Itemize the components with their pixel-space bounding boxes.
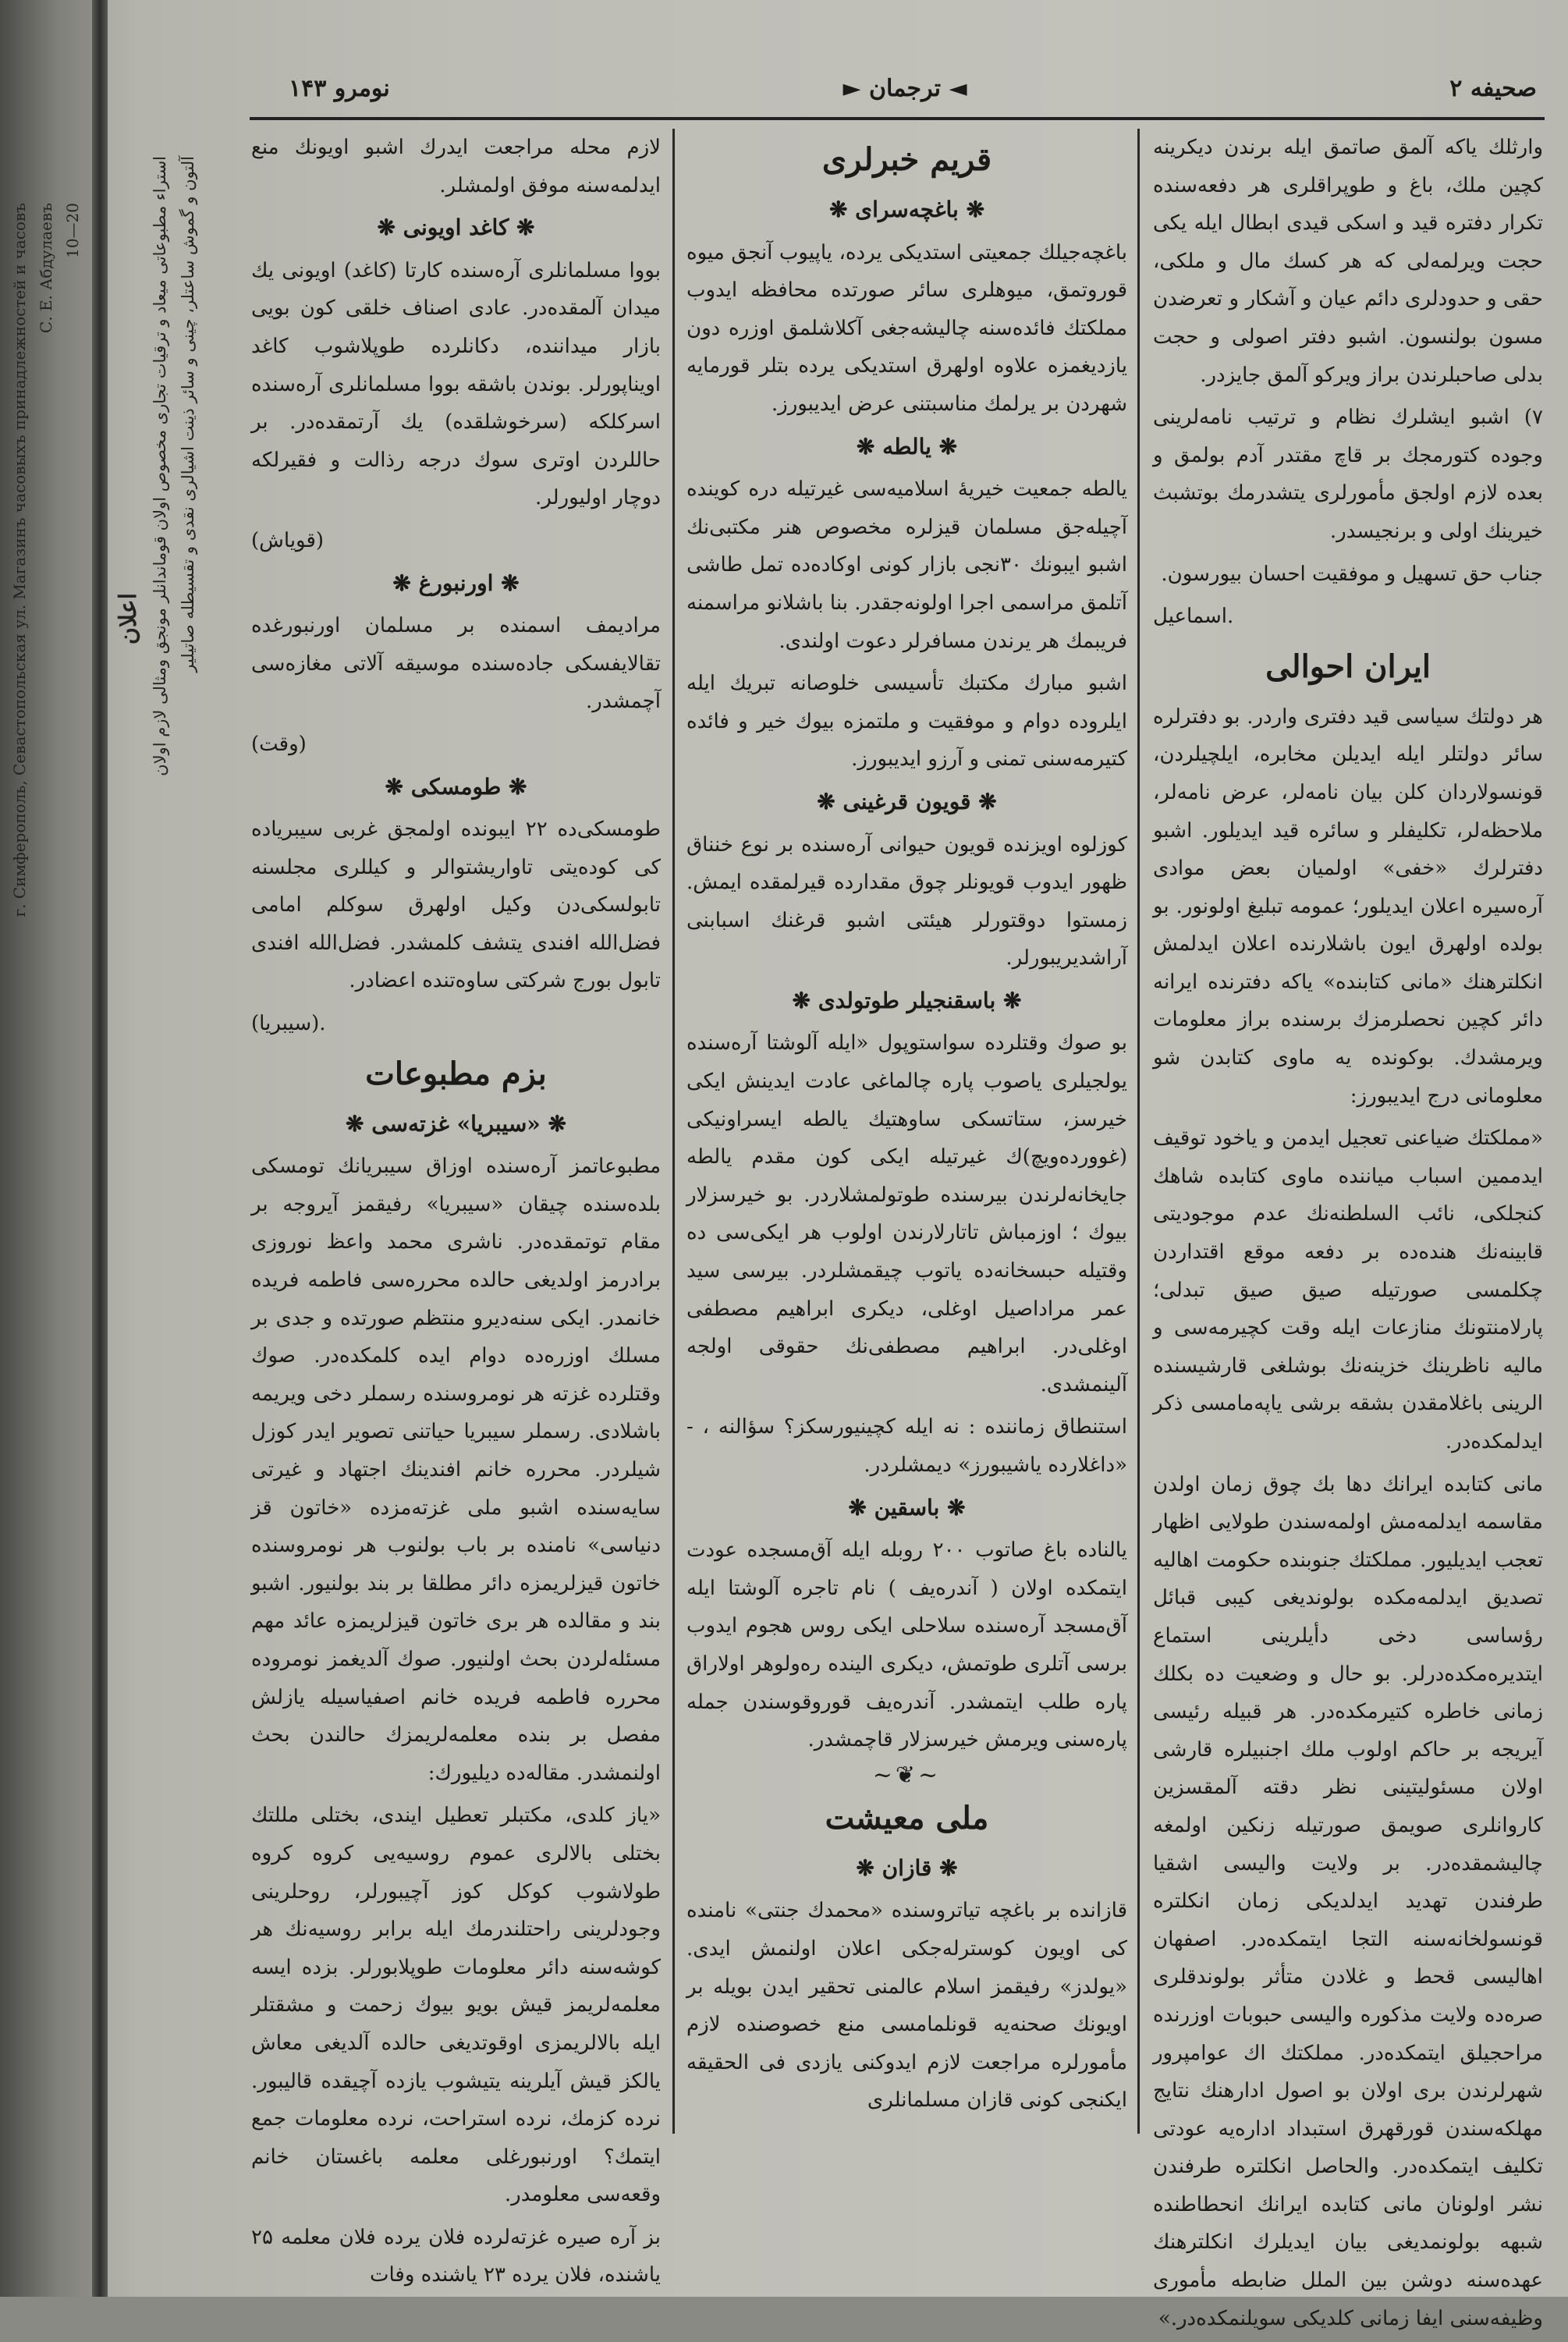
article-text: مانی كتابده ایرانك دها بك چوق زمان اولدن مقاسمه ایدلمه‌مش اولمه‌سندن طولایی اظهار تعجب ایدیلیور. مملكتك جنوبنده حكومت اهالیه تصدیق ایدلمه‌مكده بولوندیغی كیبی قبائل رؤساسی دخی دأیلرینی استماع ایتدیره‌مكده‌درلر. بو حال و وضعیت ده بكلك زمانی خاطره كتیرمكده‌در. هر قبیله رئیسی آیریجه بر حاكم اولوب ملك اجنبیلره قارشی اولان مسئولیتینی نظر دقته آلمقسزین كاروانلری صویمق صورتیله زنكین اولمغه چالیشمقده‌در. بر ولایت والیسی اشقیا طرفندن تهدید ایدلدیكی زمان انكلتره قونسولخانه‌سنه التجا ایتمكده‌در. اصفهان اهالیسی قحط و غلادن متأثر بولوندقلری صره‌ده ولایت مذكوره والیسی حبوبات اوزرنده مراحجیلق ایتمكده‌در. مملكتك اك عوامپرور شهرلرندن بری اولان بو اصول ادارهنك نتایج مهلكه‌سندن قورقهرق استبداد اداره‌یه عودتی تكلیف ایتمكده‌در. والحاصل انكلتره طرفندن نشر اولونان مانی كتابده ایرانك انحطاطنده شبهه بولونمدیغی بیان ایدیلرك انكلترهنك عهده‌سنه دوشن بین الملل ضابطه مأموری وظیفه‌سنی ایفا زمانی كلدیكی سویلنمكده‌در.» [1153,1472,1543,2330]
article-text: یالطه جمعیت خیریهٔ اسلامیه‌سی غیرتیله دره كوینده آچیله‌جق مسلمان قیزلره مخصوص هنر مكتبی‌نك اشبو ایبونك ۳۰نجی بازار كونی اوكاده‌ده تمل طاشی آتلمق مراسمی اجرا اولونه‌جقدر. بنا باشلانو مراسمنه فریبمك هر یرندن مسافرلر دعوت اولندی. [686,477,1128,653]
subheading-sheep-plague: ❋ قویون قرغینی ❋ [817,788,997,814]
subheading-sibirya-newspaper: ❋ «سیبریا» غزته‌سی ❋ [345,1110,566,1137]
margin-russian-line-1: г. Симферополь, Севастопольская ул. Магазинъ часовыхъ принадлежностей и часовъ [10,203,29,917]
margin-ad-line-2: آلتون و گموش ساعتلر، چینی و سائر ذینت اشیالری نقدی و تقسیطله صاتیلیر [179,156,197,672]
page-binding [92,0,108,2297]
article-source: (وقت) [251,732,307,756]
column-rule-left [672,129,675,2134]
section-heading-iran: ایران احوالی [1265,648,1431,685]
article-text: جناب حق تسهیل و موفقیت احسان بیورسون. [1161,562,1543,586]
section-heading-press: بزم مطبوعات [365,1055,547,1092]
paper-title: ترجمان [869,75,941,102]
article-text: «مملكتك ضیاعنی تعجیل ایدمن و یاخود توقیف ایدممین اسباب میاننده ماوی كتابده شاهك كنجلكی، نائب السلطنه‌نك عدم موجودیتی قابینه‌نك هنده‌ده بر دفعه موقع اقتداردن چكلمسی صورتیله صیق صیق تبدلی؛ پارلامنتونك منازعات ایله وقت كچیرمه‌سی و مالیه ناظرینك خزینه‌نك بوشلغی قارشیسنده الرینی باغلامقدن بشقه برشی یاپه‌مامسی ذكر ایدلمكده‌در. [1153,1127,1543,1453]
subheading-kazan: ❋ قازان ❋ [856,1854,958,1881]
column-middle [686,129,1127,2124]
article-text: بز آره صیره غزته‌لرده فلان یرده فلان معلمه ۲۵ یاشنده، فلان یرده ۲۳ یاشنده وفات [251,2225,661,2287]
paper-ornament-right: ► [843,75,861,102]
article-text: اشبو مبارك مكتبك تأسیسی خلوصانه تبریك ایله ایلروده دوام و موفقیت و ملتمزه بیوك خیر و فائده كتیرمه‌سنی تمنی و آرزو ایدیبورز. [686,672,1127,772]
article-text: طومسكی‌ده ۲۲ ایبونده اولمجق غربی سیبریاده كی كوده‌یتی تاواریشتوالر و كیللری مجلسنه تابولسكی‌دن وكیل اولهرق سوكلم امامی فضل‌الله افندی یتشف كلمشدر. فضل‌الله افندی تابول بورج شركتی ساوه‌تنده اعضادر. [251,818,661,993]
paper-name [827,75,983,102]
subheading-card-game: ❋ كاغد اویونی ❋ [377,215,535,241]
article-text: ۷) اشبو ایشلرك نظام و ترتیب نامه‌لرینی وجوده كتورمجك بر قاچ مقتدر آدم بولمق و بعده لازم اولجق مأمورلری یتشدرمك بوتشبث خیرینك اولی و برنجیسدر. [1153,406,1543,543]
margin-ad-title: اعلان [115,593,142,645]
subheading-bahcesaray: ❋ باغچه‌سرای ❋ [828,197,985,222]
subheading-orenburg: ❋ اورنبورغ ❋ [392,570,520,596]
column-left [251,129,661,2299]
article-text: مطبوعاتمز آره‌سنده اوزاق سیبریانك تومسكی بلده‌سنده چیقان «سیبریا» رفیقمز آیروجه بر مقام توتمقده‌در. ناشری محمد واعظ نوروزی برادرمز اولدیغی حالده محرره‌سی فاطمه فریده خانمدر. ایكی سنه‌دیرو منتظم صورتده و جدی بر مسلك اوزره‌ده دوام ایده كلمكده‌در. صوك وقتلرده غزته هر نومروسنده رسملر دخی ویریمه باشلادی. رسملر سیبریا حیاتنی تصویر ایدر كوزل شیلردر. محرره خانم افندینك اجتهاد و غیرتی سایه‌سنده اشبو ملی غزته‌مزده «خاتون قز دنیاسی» نامنده بر باب بولنوب هر نومروسنده خاتون قیزلریمزه دائر مطلقا بر بند بولنیور. اشبو بند و مقالده هر بری خاتون قیزلریمزه عائد مهم مسئله‌لردن بحث اولنیور. صوك آلدیغمز نومروده محرره فاطمه فریده خانم اصفیاسیله یازلش مفصل بر بنده معلمه‌لریمزك حالندن بحث اولنمشدر. مقاله‌ده دیلیورك: [251,1155,661,1785]
article-text: مرادیمف اسمنده بر مسلمان اورنبورغده تقالایفسكی جاده‌سنده موسیقه آلاتی مغازه‌سی آچمشدر. [251,614,661,714]
paper-ornament-left: ◄ [949,75,967,102]
subheading-raid: ❋ باسقین ❋ [848,1494,966,1521]
section-heading-crimea: قریم خبرلری [821,141,992,178]
article-text: استنطاق زماننده : نه ایله كچینیورسكز؟ سؤالنه ، - «داغلارده یاشیبورز» دیمشلردر. [686,1415,1127,1477]
page-number-label: صحیفه ۲ [1449,75,1537,102]
subheading-tomsk: ❋ طومسكی ❋ [385,773,527,800]
article-text: باغچه‌جیلك جمعیتی استدیكی یرده، یاپیوب آنجق میوه قوروتمق، میوهلری سائر صورتده محافظه ایدوب مملكتك فائده‌سنه چالیشه‌جغی آكلاشلمق اوزره دون یازدیغمزه علاوه اولهرق استدیكی یرده بتلر قورمایه شهردن بر یرلمك مناسبتنی عرض ایدیبورز. [686,240,1127,416]
margin-russian-line-3: 10—20 [63,203,82,258]
section-heading-national-life: ملی معیشت [825,1799,989,1836]
column-right [1153,129,1543,2342]
page-header [250,70,1545,120]
article-text: وارثلك یاكه آلمق صاتمق ایله برندن دیكرینه كچین ملك، باغ و طوپراقلری هر دفعه‌سنده تكرار دفتره قید و اسكی قیدی ابطال ایله یكی حجت ویرلمه‌لی كه هر كسك مال و ملكی، حقی و حدودلری دائم عیان و آشكار و تعرضدن مسون بولنسون. اشبو دفتر اصولی و حجت بدلی صاحبلرندن براز ویركو آلمق جایزدر. [1153,136,1543,387]
column-rule-right [1137,129,1140,2134]
margin-ad-line-1: استراء مطبوعاتی میعاد و ترقیات تجاری مخصوص اولان قوماندانلر مونجق ومثالی لازم اولان [151,156,169,776]
subheading-yalta: ❋ یالطه ❋ [856,433,958,460]
article-text: قازانده بر باغچه تیاتروسنده «محمدك جنتی» نامنده كی اویون كوسترله‌جكی اعلان اولنمش ایدی. «یولدز» رفیقمز اسلام عالمنی تحقیر ایدن بویله بر اویونك صحنه‌یه قونلمامسی منع خصوصنده لازم مأمورلره مراجعت لازم ایدوكنی یازدی فی الحقیقه ایكنجی كونی قازان مسلمانلری [686,1899,1127,2113]
article-text: هر دولتك سیاسی قید دفتری واردر. بو دفترلره سائر دولتلر ایله ایدیلن مخابره، ایلچیلردن، قونسولاردان كلن بیان نامه‌لر، عرض نامه‌لر، ملاحظه‌لر، تكلیفلر و سائره قید ایدیلور. اشبو دفترلرك «خفی» اولمیان بعض موادی آره‌سیره اعلان ایدیلور؛ عمومه تبلیغ اولونور. بو بولده اولهرق ایون باشلارنده اعلان ایدلمش انكلترهنك «مانی كتابنده» یاكه دفترنده ایرانه دائر كچین نحصلرمزك برسنده براز معلومات ویرمشدك. بوكونده یه ماوی كتابدن شو معلومانی درج ایدیبورز: [1153,704,1543,1108]
article-text: بو صوك وقتلرده سواستوپول «ایله آلوشتا آره‌سنده یولجیلری یاصوب پاره چالماغی عادت ایدینش ایكی خیرسز، ستاتسكی ساوهتیك یالطه ایسراونیكی (غوورده‌ویچ)ك غیرتیله ایكی كون مقدم یالطه جایخانه‌لرندن بیرسنده طوتولمشلاردر. بو خیرسزلار بیوك ؛ اوزمباش تاتارلارندن اولوب هر ایكی‌سی ده وقتیله حبسخانه‌ده یاتوب چیقمشلردر. بیرسی سید عمر مراداصیل اوغلی، دیكری ابراهیم مصطفی اوغلی‌در. ابراهیم مصطفی‌نك حقوقی اولجه آلینمشدی. [686,1031,1127,1396]
article-text: بووا مسلمانلری آره‌سنده كارتا (كاغد) اویونی یك میدان آلمقده‌در. عادی اصناف خلقی كون بویی بازار میداننده، دكانلرده طوپلاشوب كاغد اویناپورلر. بوندن باشقه بووا مسلمانلری آره‌سنده اسركلكه (سرخوشلقده) یك آرتمقده‌در. بر حاللردن اوتری سوك درجه رذالت و فقیرلكه دوچار اولیورلر. [251,258,661,510]
article-text: یالناده باغ صاتوب ۲۰۰ روبله ایله آق‌مسجده عودت ایتمكده اولان ( آندره‌یف ) نام تاجره آلوشتا ایله آق‌مسجد آره‌سنده سلاحلی ایكی روس هجوم ایدوب برسی آتلری طوتمش، دیكری الینده ره‌ولوهر اولاراق پاره طلب ایتمشدر. آندره‌یف قوروقوسندن جمله پاره‌سنی ویرمش خیرسزلار قاچمشدر. [686,1538,1127,1752]
article-signature: اسماعیل. [1153,605,1234,629]
article-text: لازم محله مراجعت ایدرك اشبو اویونك منع ایدلمه‌سنه موفق اولمشلر. [251,136,661,197]
margin-russian-line-2: С. Е. Абдулаевъ [37,203,55,334]
article-text: «یاز كلدی، مكتبلر تعطیل ایندی، بختلی مللتك بختلی بالالری عموم روسیه‌یی كروه كروه طولاشوب كوكل كوز آچیبورلر، روحلرینی وجودلرینی راحتلندرمك ایله برابر روسیه‌نك هر كوشه‌سنه دائر معلومات طوپلابورلر. بزده ایسه معلمه‌لریمز قیش بویو بیوك زحمت و مشقتلر ایله بالالریمزی اوقوتدیغی حالده آلدیغی معاش یالكز قیش آیلرینه یتیشوب یازده آچیقده قالیبور. نرده كزمك، نرده استراحت، نرده معلومات جمع ایتمك؟ اورنبورغلی معلمه باغستان خانم وقعه‌سی معلومدر. [251,1804,661,2207]
subheading-robbers-caught: ❋ باسقنجیلر طوتولدی ❋ [792,987,1022,1013]
article-source: (سیبریا). [251,1012,326,1036]
section-divider-ornament: ~❦~ [872,1761,942,1789]
issue-number-label: نومرو ۱۴۳ [289,75,390,102]
article-source: (قویاش) [251,528,325,552]
margin-russian-ad [8,203,94,1061]
article-text: كوزلوه اویزنده قویون حیوانی آره‌سنده بر نوع خنناق ظهور ایدوب قویونلر چوق مقدارده قیرلمقده ایمش. زمستوا دوقتورلر هیئتی اشبو قرغنك اسبابنی آراشدیریبورلر. [686,832,1127,971]
margin-advertisement [117,156,234,1014]
